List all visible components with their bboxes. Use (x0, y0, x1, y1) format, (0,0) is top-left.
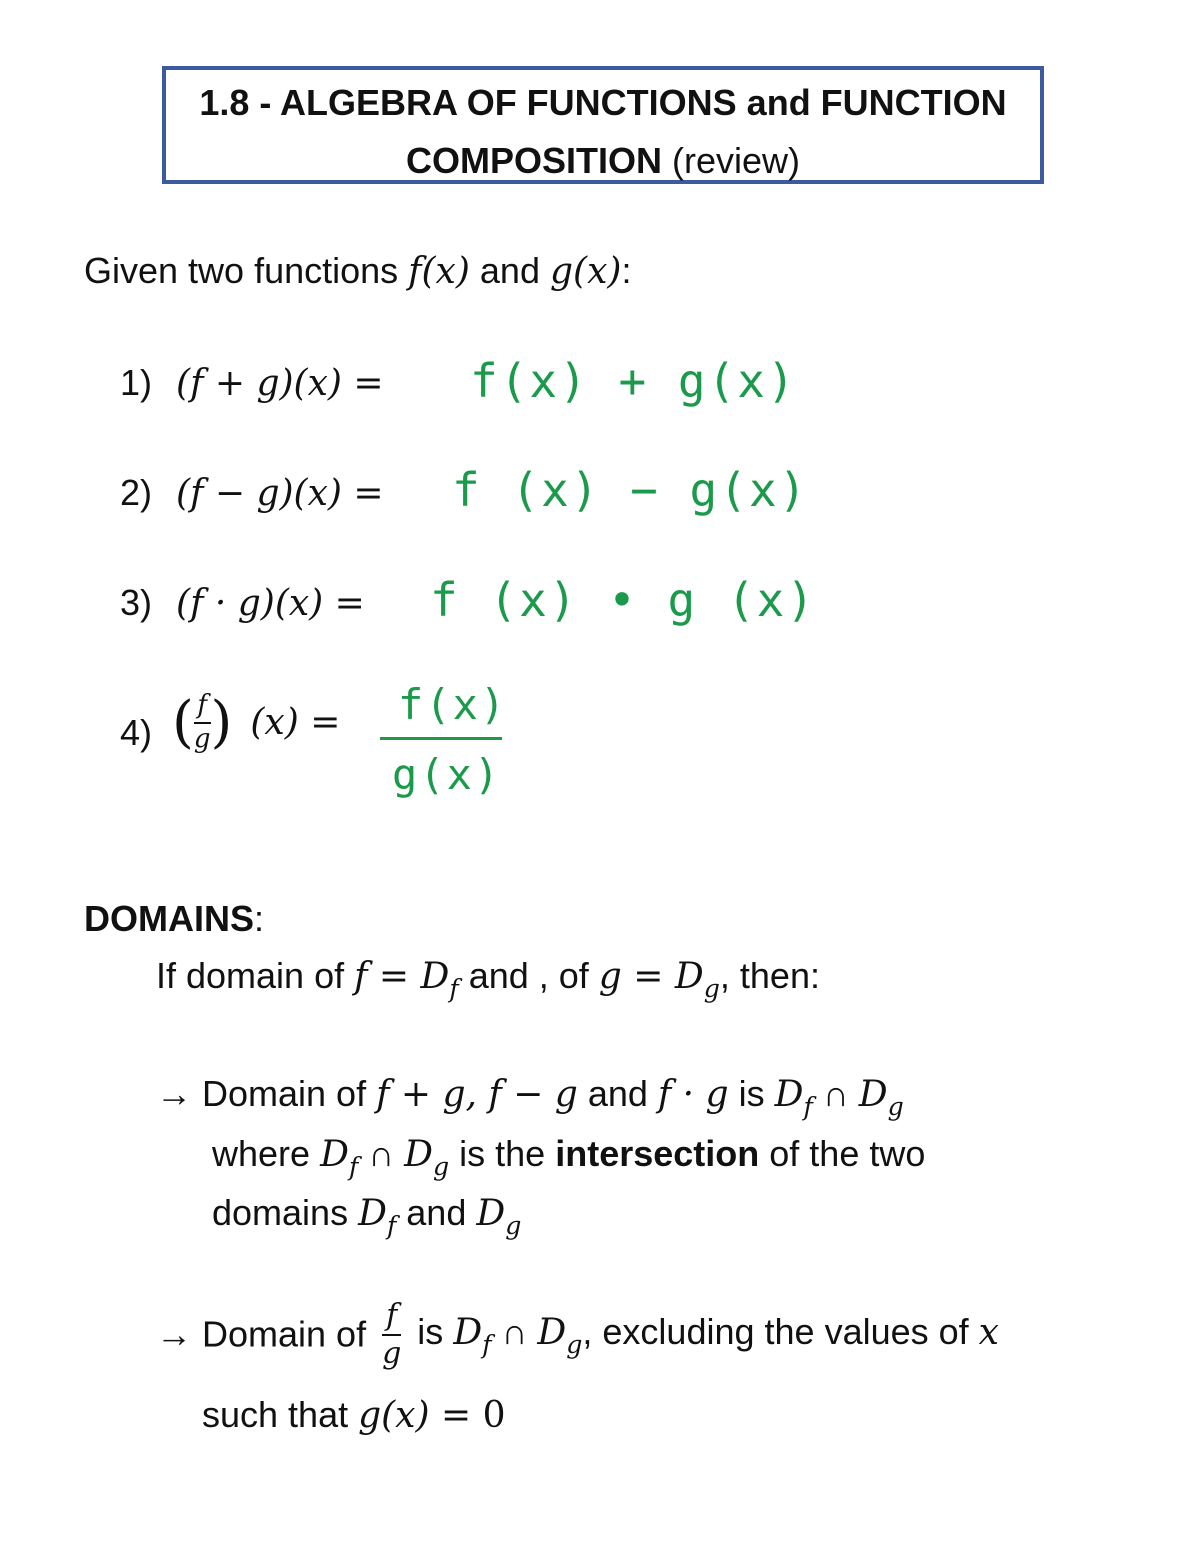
text: and (396, 1192, 477, 1233)
subscript: f (449, 973, 459, 1003)
intro-x2: (x) (573, 251, 622, 292)
subscript: g (566, 1329, 583, 1359)
text: , then: (719, 955, 820, 996)
item-number: 1) (120, 362, 153, 403)
math-D: D (858, 1074, 888, 1115)
item-expression: (f · g)(x) = (176, 583, 365, 624)
intersection-symbol: ∩ (812, 1073, 859, 1114)
subscript: f (803, 1091, 813, 1121)
math-eq: = D (367, 956, 450, 997)
math-D: D (537, 1311, 567, 1353)
math-g: g (358, 1395, 382, 1436)
text: such that (202, 1394, 359, 1435)
title-line-2 (166, 140, 1040, 182)
item-1-answer: f(x) + g(x) (470, 354, 797, 408)
domains-heading-text: DOMAINS (84, 898, 254, 939)
intro-g: g (549, 251, 574, 292)
subscript: f (482, 1329, 492, 1359)
intro-colon: : (621, 250, 632, 291)
math-f: f (354, 956, 368, 997)
subscript: g (887, 1091, 904, 1121)
text: Domain of (192, 1073, 377, 1114)
text: and , of (458, 955, 599, 996)
domains-heading-colon: : (254, 898, 265, 939)
fraction-numerator: f (197, 690, 207, 721)
item-number: 2) (120, 472, 153, 513)
fraction-denominator: g (382, 1335, 402, 1371)
text: and (577, 1073, 658, 1114)
text: domains (212, 1192, 359, 1233)
bullet-1-line-3 (212, 1192, 521, 1240)
bullet-2-line-2 (202, 1394, 506, 1436)
subscript: f (348, 1151, 359, 1181)
intersection-symbol: ∩ (358, 1133, 405, 1174)
arrow-icon: → (156, 1073, 192, 1114)
item-number: 3) (120, 582, 153, 623)
title-bold: COMPOSITION (405, 140, 662, 181)
domains-heading (84, 898, 264, 940)
math-D: D (404, 1134, 434, 1175)
math-g: g (598, 956, 622, 997)
intro-and: and (469, 250, 550, 291)
bullet-2-line-1 (156, 1300, 999, 1369)
intro-x1: (x) (421, 251, 470, 292)
item-4-tail: (x) = (250, 702, 341, 743)
item-expression: (f + g)(x) = (176, 363, 384, 404)
item-4-fraction (194, 692, 211, 753)
math-D: D (320, 1134, 349, 1175)
item-4-answer-bar (380, 737, 502, 740)
subscript: f (386, 1210, 397, 1240)
item-4-expression: ( $\frac{f}{g}$ ) (x) = (172, 690, 341, 755)
fraction-denominator: g (193, 723, 211, 754)
item-3-answer: f (x) • g (x) (430, 573, 817, 627)
intro-text: Given two functions (84, 250, 409, 291)
item-1 (120, 362, 384, 404)
bullet-1-line-1 (156, 1073, 904, 1121)
intersection-symbol: ∩ (491, 1310, 538, 1352)
intro-line (84, 250, 631, 292)
item-2-answer: f (x) − g(x) (452, 463, 809, 517)
math: f · g (657, 1074, 729, 1115)
title-line-1: 1.8 - ALGEBRA OF FUNCTIONS and FUNCTION (199, 82, 1007, 123)
text: is (407, 1310, 454, 1352)
math: f + g, f − g (376, 1074, 578, 1115)
item-2 (120, 472, 384, 514)
bold-term: intersection (555, 1133, 760, 1174)
text: If domain of (156, 955, 355, 996)
text: is the (449, 1133, 556, 1174)
title-normal: (review) (672, 140, 801, 181)
item-4-number: 4) (120, 712, 153, 753)
subscript: g (505, 1210, 522, 1240)
domain-fraction (382, 1300, 401, 1369)
item-4-answer-denominator: g(x) (392, 750, 502, 799)
intro-f: f (408, 251, 422, 292)
math-x: x (978, 1311, 999, 1353)
text: , excluding the values of (582, 1310, 979, 1352)
title-box (162, 66, 1044, 184)
text: is (728, 1073, 775, 1114)
math-D: D (358, 1193, 387, 1234)
domain-definition-line (156, 955, 820, 1003)
bullet-1-line-2 (212, 1133, 925, 1181)
arrow-icon: → (156, 1313, 192, 1355)
text: where (212, 1133, 321, 1174)
math-D: D (774, 1074, 804, 1115)
item-expression: (f − g)(x) = (176, 473, 384, 514)
math-eq: = 0 (429, 1395, 506, 1436)
math-x: (x) (381, 1395, 430, 1436)
math-D: D (453, 1311, 483, 1353)
fraction-numerator: f (386, 1298, 398, 1333)
text: Domain of (192, 1313, 377, 1355)
item-4-answer-numerator: f(x) (398, 680, 508, 729)
subscript: g (433, 1151, 450, 1181)
math-eq: = D (621, 956, 704, 997)
text: of the two (759, 1133, 926, 1174)
subscript: g (703, 973, 720, 1003)
item-3 (120, 582, 365, 624)
math-D: D (476, 1193, 506, 1234)
